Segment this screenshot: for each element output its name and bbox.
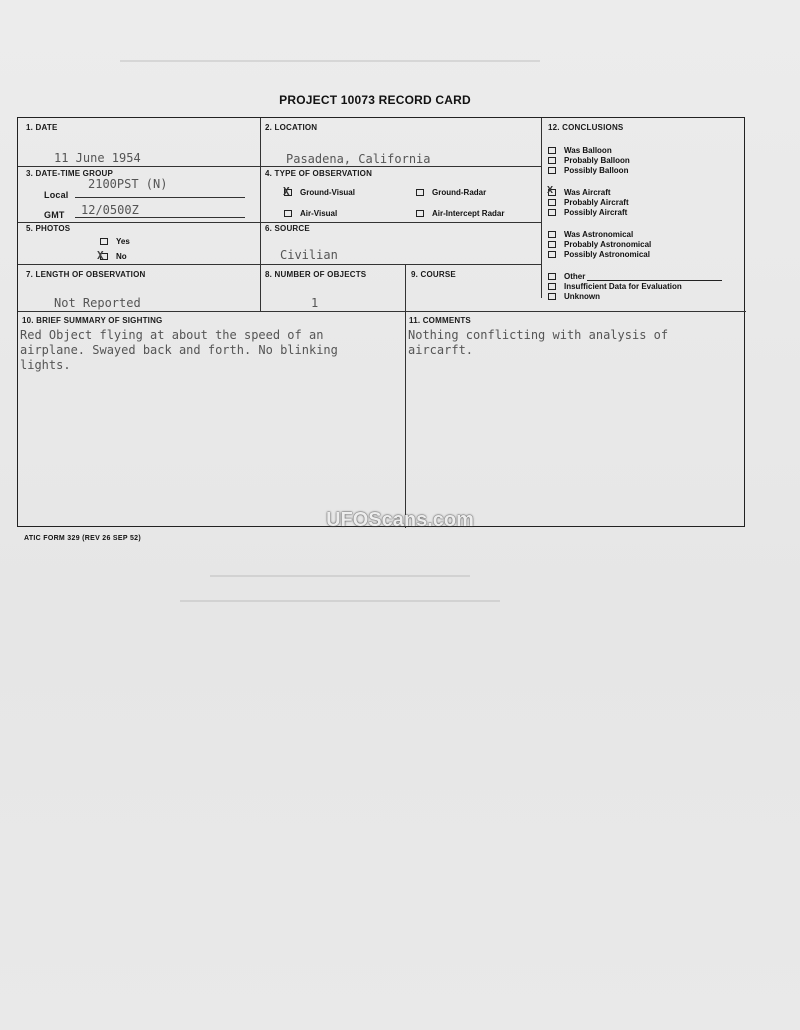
number-of-objects-label: 8. NUMBER OF OBJECTS xyxy=(265,270,367,279)
check-mark: X xyxy=(97,249,104,262)
conclusion-option[interactable] xyxy=(548,291,722,301)
gmt-underline xyxy=(75,217,245,218)
conclusion-option[interactable] xyxy=(548,249,722,259)
photos-no-option[interactable] xyxy=(97,249,127,262)
ground-radar-label: Ground-Radar xyxy=(432,188,487,197)
checkbox[interactable] xyxy=(416,210,424,217)
conclusion-label: Was Aircraft xyxy=(564,187,611,197)
date-label: 1. DATE xyxy=(26,123,58,132)
checkbox[interactable] xyxy=(548,167,556,174)
conclusion-label: Insufficient Data for Evaluation xyxy=(564,281,682,291)
checkbox[interactable] xyxy=(284,210,292,217)
bleed-through-line xyxy=(120,60,540,62)
conclusion-option[interactable] xyxy=(548,207,722,217)
observation-type-label: 4. TYPE OF OBSERVATION xyxy=(265,169,373,178)
conclusion-option[interactable] xyxy=(548,239,722,249)
local-time-value: 2100PST (N) xyxy=(88,177,168,191)
check-mark: X xyxy=(547,185,554,196)
photos-label: 5. PHOTOS xyxy=(26,224,71,233)
form-number-footer: ATIC FORM 329 (REV 26 SEP 52) xyxy=(24,535,141,542)
checkbox[interactable] xyxy=(548,157,556,164)
date-value: 11 June 1954 xyxy=(54,151,141,165)
photos-yes-label: Yes xyxy=(116,237,130,246)
checkbox[interactable] xyxy=(548,231,556,238)
length-value: Not Reported xyxy=(54,296,141,310)
divider xyxy=(260,118,261,311)
conclusion-label: Other xyxy=(564,271,586,281)
divider xyxy=(18,264,541,265)
conclusion-label: Probably Astronomical xyxy=(564,239,652,249)
conclusion-option[interactable] xyxy=(548,197,722,207)
divider xyxy=(405,264,406,528)
conclusion-option[interactable] xyxy=(548,165,722,175)
summary-text: Red Object flying at about the speed of an airplane. Swayed back and forth. No blinking lights. xyxy=(20,328,338,372)
checkbox[interactable] xyxy=(548,199,556,206)
conclusion-label: Possibly Balloon xyxy=(564,165,629,175)
checkbox[interactable] xyxy=(548,293,556,300)
bleed-through-line xyxy=(180,600,500,602)
divider xyxy=(541,118,542,298)
gmt-time-value: 12/0500Z xyxy=(81,203,139,217)
conclusion-option[interactable] xyxy=(548,145,722,155)
astronomical-group xyxy=(548,229,722,259)
conclusion-option[interactable] xyxy=(548,281,722,291)
conclusion-option[interactable] xyxy=(548,155,722,165)
air-intercept-radar-label: Air-Intercept Radar xyxy=(432,209,505,218)
checkbox[interactable] xyxy=(100,238,108,245)
conclusions-label: 12. CONCLUSIONS xyxy=(548,123,624,132)
photos-yes-option[interactable] xyxy=(100,237,130,246)
comments-text: Nothing conflicting with analysis of aircarft. xyxy=(408,328,669,357)
checkbox[interactable] xyxy=(548,209,556,216)
checkbox[interactable] xyxy=(548,251,556,258)
air-visual-option[interactable] xyxy=(284,209,337,218)
balloon-group xyxy=(548,145,722,175)
local-label: Local xyxy=(44,190,69,200)
comments-label: 11. COMMENTS xyxy=(409,316,471,325)
aircraft-group xyxy=(548,187,722,217)
conclusion-label: Probably Aircraft xyxy=(564,197,629,207)
checkbox[interactable] xyxy=(548,241,556,248)
conclusion-label: Possibly Aircraft xyxy=(564,207,628,217)
course-label: 9. COURSE xyxy=(411,270,456,279)
number-of-objects-value: 1 xyxy=(311,296,319,310)
photos-no-label: No xyxy=(116,252,127,261)
other-underline xyxy=(587,272,722,281)
conclusion-option[interactable] xyxy=(548,187,722,197)
conclusion-label: Was Balloon xyxy=(564,145,612,155)
air-visual-label: Air-Visual xyxy=(300,209,338,218)
length-label: 7. LENGTH OF OBSERVATION xyxy=(26,270,146,279)
conclusion-label: Probably Balloon xyxy=(564,155,630,165)
check-mark: X xyxy=(283,185,290,198)
source-label: 6. SOURCE xyxy=(265,224,310,233)
divider xyxy=(18,222,541,223)
summary-label: 10. BRIEF SUMMARY OF SIGHTING xyxy=(22,316,163,325)
location-label: 2. LOCATION xyxy=(265,123,318,132)
card-title: PROJECT 10073 RECORD CARD xyxy=(279,93,471,107)
record-card-form xyxy=(17,117,745,527)
checkbox[interactable] xyxy=(548,147,556,154)
divider xyxy=(18,311,746,312)
dtg-label: 3. DATE-TIME GROUP xyxy=(26,169,114,178)
ground-visual-label: Ground-Visual xyxy=(300,188,355,197)
checkbox[interactable] xyxy=(548,283,556,290)
conclusion-option[interactable] xyxy=(548,271,722,281)
location-value: Pasadena, California xyxy=(286,152,431,166)
conclusion-label: Possibly Astronomical xyxy=(564,249,650,259)
checkbox[interactable] xyxy=(548,273,556,280)
ground-radar-option[interactable] xyxy=(416,188,486,197)
local-underline xyxy=(75,197,245,198)
gmt-label: GMT xyxy=(44,210,65,220)
source-value: Civilian xyxy=(280,248,338,262)
ground-visual-option[interactable] xyxy=(283,185,355,198)
divider xyxy=(18,166,541,167)
conclusion-option[interactable] xyxy=(548,229,722,239)
watermark: UFOScans.com xyxy=(326,509,474,531)
conclusion-label: Unknown xyxy=(564,291,600,301)
checkbox[interactable] xyxy=(416,189,424,196)
conclusions-list xyxy=(548,145,722,310)
other-group xyxy=(548,271,722,301)
conclusion-label: Was Astronomical xyxy=(564,229,634,239)
air-intercept-radar-option[interactable] xyxy=(416,209,504,218)
bleed-through-line xyxy=(210,575,470,577)
